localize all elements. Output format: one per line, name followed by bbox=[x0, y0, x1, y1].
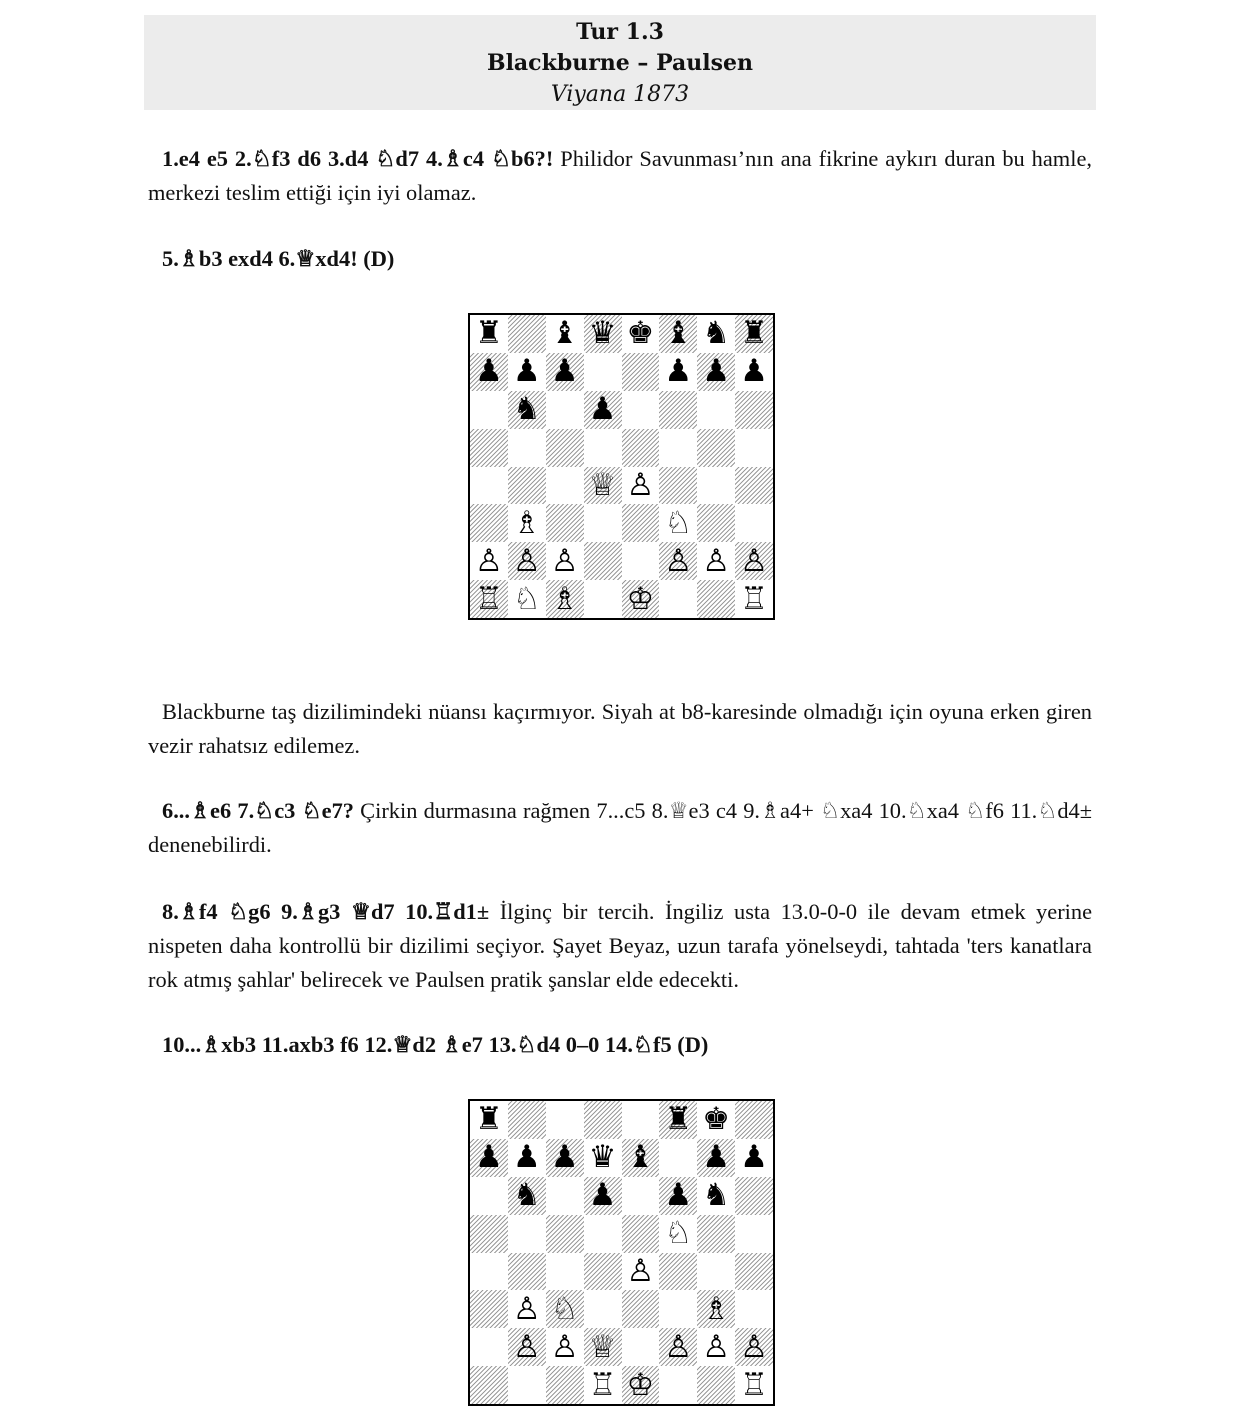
board-rank-6 bbox=[470, 391, 773, 429]
chess-piece: ♝ bbox=[626, 1139, 655, 1176]
square-h6 bbox=[735, 391, 773, 429]
square-c5 bbox=[546, 429, 584, 467]
chess-piece: ♙ bbox=[740, 1328, 768, 1365]
square-h1 bbox=[735, 1366, 773, 1404]
chess-piece: ♟ bbox=[664, 1177, 693, 1214]
square-e6 bbox=[622, 391, 660, 429]
square-a6 bbox=[470, 1177, 508, 1215]
annotation-paragraph-4 bbox=[148, 794, 1092, 862]
square-d2 bbox=[584, 1328, 622, 1366]
square-g4 bbox=[697, 1253, 735, 1291]
square-b2 bbox=[508, 542, 546, 580]
chess-piece: ♟ bbox=[740, 1139, 768, 1176]
annotation-paragraph-5 bbox=[148, 895, 1092, 997]
move-sequence: 10...♗xb3 11.axb3 f6 12.♕d2 ♗e7 13.♘d4 0–0 14.♘f5 (D) bbox=[162, 1032, 709, 1057]
square-c8 bbox=[546, 1101, 584, 1139]
square-b3 bbox=[508, 1290, 546, 1328]
square-e6 bbox=[622, 1177, 660, 1215]
square-h2 bbox=[735, 1328, 773, 1366]
chess-piece: ♔ bbox=[626, 1366, 655, 1403]
players-title: Blackburne – Paulsen bbox=[486, 50, 754, 76]
board-rank-8 bbox=[470, 315, 773, 353]
square-c7 bbox=[546, 1139, 584, 1177]
annotation-paragraph-3 bbox=[148, 695, 1092, 763]
board-rank-7 bbox=[470, 1139, 773, 1177]
square-c6 bbox=[546, 1177, 584, 1215]
chess-piece: ♖ bbox=[740, 1366, 768, 1403]
square-d8 bbox=[584, 1101, 622, 1139]
chess-piece: ♟ bbox=[588, 1177, 617, 1214]
square-d8 bbox=[584, 315, 622, 353]
square-f5 bbox=[659, 429, 697, 467]
board-rank-2 bbox=[470, 1328, 773, 1366]
chess-piece: ♟ bbox=[512, 1139, 541, 1176]
chess-piece: ♟ bbox=[512, 353, 541, 390]
square-a8 bbox=[470, 1101, 508, 1139]
board-rank-3 bbox=[470, 1290, 773, 1328]
chess-piece: ♕ bbox=[588, 1328, 617, 1365]
square-f1 bbox=[659, 580, 697, 618]
chess-piece: ♖ bbox=[475, 580, 503, 617]
square-h5 bbox=[735, 429, 773, 467]
square-b4 bbox=[508, 1253, 546, 1291]
chess-piece: ♙ bbox=[512, 542, 541, 579]
board-rank-5 bbox=[470, 1215, 773, 1253]
chess-piece: ♝ bbox=[664, 315, 693, 352]
square-h1 bbox=[735, 580, 773, 618]
move-sequence: 5.♗b3 exd4 6.♕xd4! (D) bbox=[162, 246, 395, 271]
square-c2 bbox=[546, 542, 584, 580]
chess-piece: ♜ bbox=[664, 1101, 693, 1138]
square-c6 bbox=[546, 391, 584, 429]
square-c4 bbox=[546, 1253, 584, 1291]
square-b5 bbox=[508, 429, 546, 467]
chess-piece: ♚ bbox=[626, 315, 655, 352]
square-b8 bbox=[508, 315, 546, 353]
square-f1 bbox=[659, 1366, 697, 1404]
square-d7 bbox=[584, 353, 622, 391]
square-d4 bbox=[584, 467, 622, 505]
square-e1 bbox=[622, 580, 660, 618]
square-d6 bbox=[584, 391, 622, 429]
chess-piece: ♞ bbox=[512, 1177, 541, 1214]
commentary: Çirkin durmasına rağmen 7...c5 8.♕e3 c4 9.♗a4+ ♘xa4 10.♘xa4 ♘f6 11.♘d4± denenebilirdi. bbox=[148, 798, 1092, 857]
chess-piece: ♘ bbox=[664, 504, 693, 541]
square-h2 bbox=[735, 542, 773, 580]
square-f2 bbox=[659, 542, 697, 580]
square-b1 bbox=[508, 1366, 546, 1404]
square-b7 bbox=[508, 353, 546, 391]
square-a3 bbox=[470, 1290, 508, 1328]
chess-piece: ♙ bbox=[550, 1328, 579, 1365]
chess-piece: ♙ bbox=[702, 1328, 731, 1365]
square-f8 bbox=[659, 1101, 697, 1139]
square-g7 bbox=[697, 1139, 735, 1177]
square-f4 bbox=[659, 1253, 697, 1291]
square-h8 bbox=[735, 315, 773, 353]
chess-piece: ♞ bbox=[702, 315, 731, 352]
commentary: Blackburne taş dizilimindeki nüansı kaçırmıyor. Siyah at b8-karesinde olmadığı için oyuna erken giren vezir rahatsız edilemez. bbox=[148, 699, 1092, 758]
square-h5 bbox=[735, 1215, 773, 1253]
square-e7 bbox=[622, 1139, 660, 1177]
chess-piece: ♗ bbox=[512, 504, 541, 541]
board-rank-3 bbox=[470, 504, 773, 542]
square-g2 bbox=[697, 542, 735, 580]
square-c5 bbox=[546, 1215, 584, 1253]
board-rank-5 bbox=[470, 429, 773, 467]
move-sequence: 6...♗e6 7.♘c3 ♘e7? bbox=[162, 798, 354, 823]
square-g8 bbox=[697, 1101, 735, 1139]
square-f5 bbox=[659, 1215, 697, 1253]
chess-piece: ♘ bbox=[550, 1290, 579, 1327]
square-g6 bbox=[697, 391, 735, 429]
chess-piece: ♙ bbox=[475, 542, 503, 579]
square-f2 bbox=[659, 1328, 697, 1366]
square-d5 bbox=[584, 1215, 622, 1253]
square-e1 bbox=[622, 1366, 660, 1404]
chess-diagram-2 bbox=[468, 1099, 775, 1406]
square-h6 bbox=[735, 1177, 773, 1215]
chess-piece: ♙ bbox=[740, 542, 768, 579]
chess-piece: ♟ bbox=[475, 1139, 503, 1176]
chess-piece: ♝ bbox=[550, 315, 579, 352]
square-a7 bbox=[470, 353, 508, 391]
chess-piece: ♛ bbox=[588, 315, 617, 352]
square-d1 bbox=[584, 580, 622, 618]
chess-piece: ♜ bbox=[475, 1101, 503, 1138]
square-b5 bbox=[508, 1215, 546, 1253]
chess-piece: ♜ bbox=[475, 315, 503, 352]
chess-piece: ♟ bbox=[475, 353, 503, 390]
square-h7 bbox=[735, 1139, 773, 1177]
board-rank-2 bbox=[470, 542, 773, 580]
square-a8 bbox=[470, 315, 508, 353]
square-f4 bbox=[659, 467, 697, 505]
commentary: İlginç bir tercih. İngiliz usta 13.0-0-0 ile devam etmek yerine nispeten daha kontrollü bir dizilimi seçiyor. Şayet Beyaz, uzun tarafa yönelseydi, tahtada 'ters kanatlara rok atmış şahlar' belirecek ve Paulsen pratik şanslar elde edecekti. bbox=[148, 899, 1093, 992]
square-e3 bbox=[622, 1290, 660, 1328]
event-title: Viyana 1873 bbox=[550, 82, 690, 107]
square-h8 bbox=[735, 1101, 773, 1139]
board-rank-1 bbox=[470, 580, 773, 618]
board-rank-4 bbox=[470, 1253, 773, 1291]
square-g8 bbox=[697, 315, 735, 353]
square-a4 bbox=[470, 467, 508, 505]
square-g3 bbox=[697, 504, 735, 542]
square-a5 bbox=[470, 1215, 508, 1253]
square-e4 bbox=[622, 1253, 660, 1291]
board-rank-4 bbox=[470, 467, 773, 505]
square-a1 bbox=[470, 1366, 508, 1404]
square-b1 bbox=[508, 580, 546, 618]
square-e7 bbox=[622, 353, 660, 391]
chess-piece: ♚ bbox=[702, 1101, 731, 1138]
board-rank-8 bbox=[470, 1101, 773, 1139]
board-rank-7 bbox=[470, 353, 773, 391]
square-a1 bbox=[470, 580, 508, 618]
square-e4 bbox=[622, 467, 660, 505]
square-e8 bbox=[622, 1101, 660, 1139]
square-b3 bbox=[508, 504, 546, 542]
square-b6 bbox=[508, 1177, 546, 1215]
square-b4 bbox=[508, 467, 546, 505]
chess-piece: ♘ bbox=[664, 1215, 693, 1252]
annotation-paragraph-2 bbox=[148, 242, 1092, 276]
square-g1 bbox=[697, 1366, 735, 1404]
chess-piece: ♜ bbox=[740, 315, 768, 352]
square-d3 bbox=[584, 504, 622, 542]
square-b2 bbox=[508, 1328, 546, 1366]
square-g3 bbox=[697, 1290, 735, 1328]
chess-piece: ♖ bbox=[740, 580, 768, 617]
square-e2 bbox=[622, 542, 660, 580]
square-e8 bbox=[622, 315, 660, 353]
square-b6 bbox=[508, 391, 546, 429]
square-h3 bbox=[735, 1290, 773, 1328]
square-g7 bbox=[697, 353, 735, 391]
square-c3 bbox=[546, 504, 584, 542]
chess-piece: ♛ bbox=[588, 1139, 617, 1176]
square-c3 bbox=[546, 1290, 584, 1328]
square-f3 bbox=[659, 1290, 697, 1328]
chess-piece: ♗ bbox=[702, 1290, 731, 1327]
square-d7 bbox=[584, 1139, 622, 1177]
chess-piece: ♟ bbox=[550, 353, 579, 390]
game-header bbox=[144, 15, 1096, 110]
chess-piece: ♙ bbox=[512, 1290, 541, 1327]
chess-piece: ♙ bbox=[664, 542, 693, 579]
square-g4 bbox=[697, 467, 735, 505]
square-f7 bbox=[659, 353, 697, 391]
square-c1 bbox=[546, 1366, 584, 1404]
square-g2 bbox=[697, 1328, 735, 1366]
chess-piece: ♟ bbox=[702, 353, 731, 390]
round-title: Tur 1.3 bbox=[576, 19, 664, 45]
square-g5 bbox=[697, 1215, 735, 1253]
square-c2 bbox=[546, 1328, 584, 1366]
square-c7 bbox=[546, 353, 584, 391]
square-d5 bbox=[584, 429, 622, 467]
chess-piece: ♗ bbox=[550, 580, 579, 617]
square-d3 bbox=[584, 1290, 622, 1328]
chess-piece: ♖ bbox=[588, 1366, 617, 1403]
chess-piece: ♟ bbox=[588, 391, 617, 428]
chess-piece: ♘ bbox=[512, 580, 541, 617]
square-f6 bbox=[659, 391, 697, 429]
chess-piece: ♙ bbox=[626, 1252, 655, 1289]
square-c8 bbox=[546, 315, 584, 353]
square-e3 bbox=[622, 504, 660, 542]
square-a7 bbox=[470, 1139, 508, 1177]
square-b8 bbox=[508, 1101, 546, 1139]
square-h7 bbox=[735, 353, 773, 391]
square-a6 bbox=[470, 391, 508, 429]
square-c4 bbox=[546, 467, 584, 505]
move-sequence: 1.e4 e5 2.♘f3 d6 3.d4 ♘d7 4.♗c4 ♘b6?! bbox=[162, 146, 554, 171]
square-c1 bbox=[546, 580, 584, 618]
square-a2 bbox=[470, 1328, 508, 1366]
annotation-paragraph-6 bbox=[148, 1028, 1092, 1062]
square-g5 bbox=[697, 429, 735, 467]
square-f8 bbox=[659, 315, 697, 353]
square-f3 bbox=[659, 504, 697, 542]
square-g6 bbox=[697, 1177, 735, 1215]
square-a4 bbox=[470, 1253, 508, 1291]
square-e5 bbox=[622, 429, 660, 467]
square-a3 bbox=[470, 504, 508, 542]
square-e2 bbox=[622, 1328, 660, 1366]
chess-piece: ♟ bbox=[664, 353, 693, 390]
square-a5 bbox=[470, 429, 508, 467]
square-f6 bbox=[659, 1177, 697, 1215]
chess-diagram-1 bbox=[468, 313, 775, 620]
chess-piece: ♟ bbox=[702, 1139, 731, 1176]
chess-piece: ♙ bbox=[664, 1328, 693, 1365]
square-h4 bbox=[735, 467, 773, 505]
square-d2 bbox=[584, 542, 622, 580]
move-sequence: 8.♗f4 ♘g6 9.♗g3 ♕d7 10.♖d1± bbox=[162, 899, 490, 924]
board-rank-1 bbox=[470, 1366, 773, 1404]
square-h4 bbox=[735, 1253, 773, 1291]
chess-piece: ♙ bbox=[550, 542, 579, 579]
commentary: Philidor Savunması’nın ana fikrine aykırı duran bu hamle, merkezi teslim ettiği için iyi olamaz. bbox=[148, 146, 1092, 205]
square-e5 bbox=[622, 1215, 660, 1253]
chess-piece: ♟ bbox=[740, 353, 768, 390]
square-h3 bbox=[735, 504, 773, 542]
square-d4 bbox=[584, 1253, 622, 1291]
square-f7 bbox=[659, 1139, 697, 1177]
chess-piece: ♔ bbox=[626, 580, 655, 617]
square-d1 bbox=[584, 1366, 622, 1404]
chess-piece: ♙ bbox=[702, 542, 731, 579]
square-b7 bbox=[508, 1139, 546, 1177]
chess-piece: ♙ bbox=[512, 1328, 541, 1365]
chess-piece: ♕ bbox=[588, 466, 617, 503]
square-g1 bbox=[697, 580, 735, 618]
board-rank-6 bbox=[470, 1177, 773, 1215]
annotation-paragraph-1 bbox=[148, 142, 1092, 210]
chess-piece: ♞ bbox=[512, 391, 541, 428]
chess-piece: ♟ bbox=[550, 1139, 579, 1176]
square-a2 bbox=[470, 542, 508, 580]
square-d6 bbox=[584, 1177, 622, 1215]
chess-piece: ♙ bbox=[626, 466, 655, 503]
chess-piece: ♞ bbox=[702, 1177, 731, 1214]
